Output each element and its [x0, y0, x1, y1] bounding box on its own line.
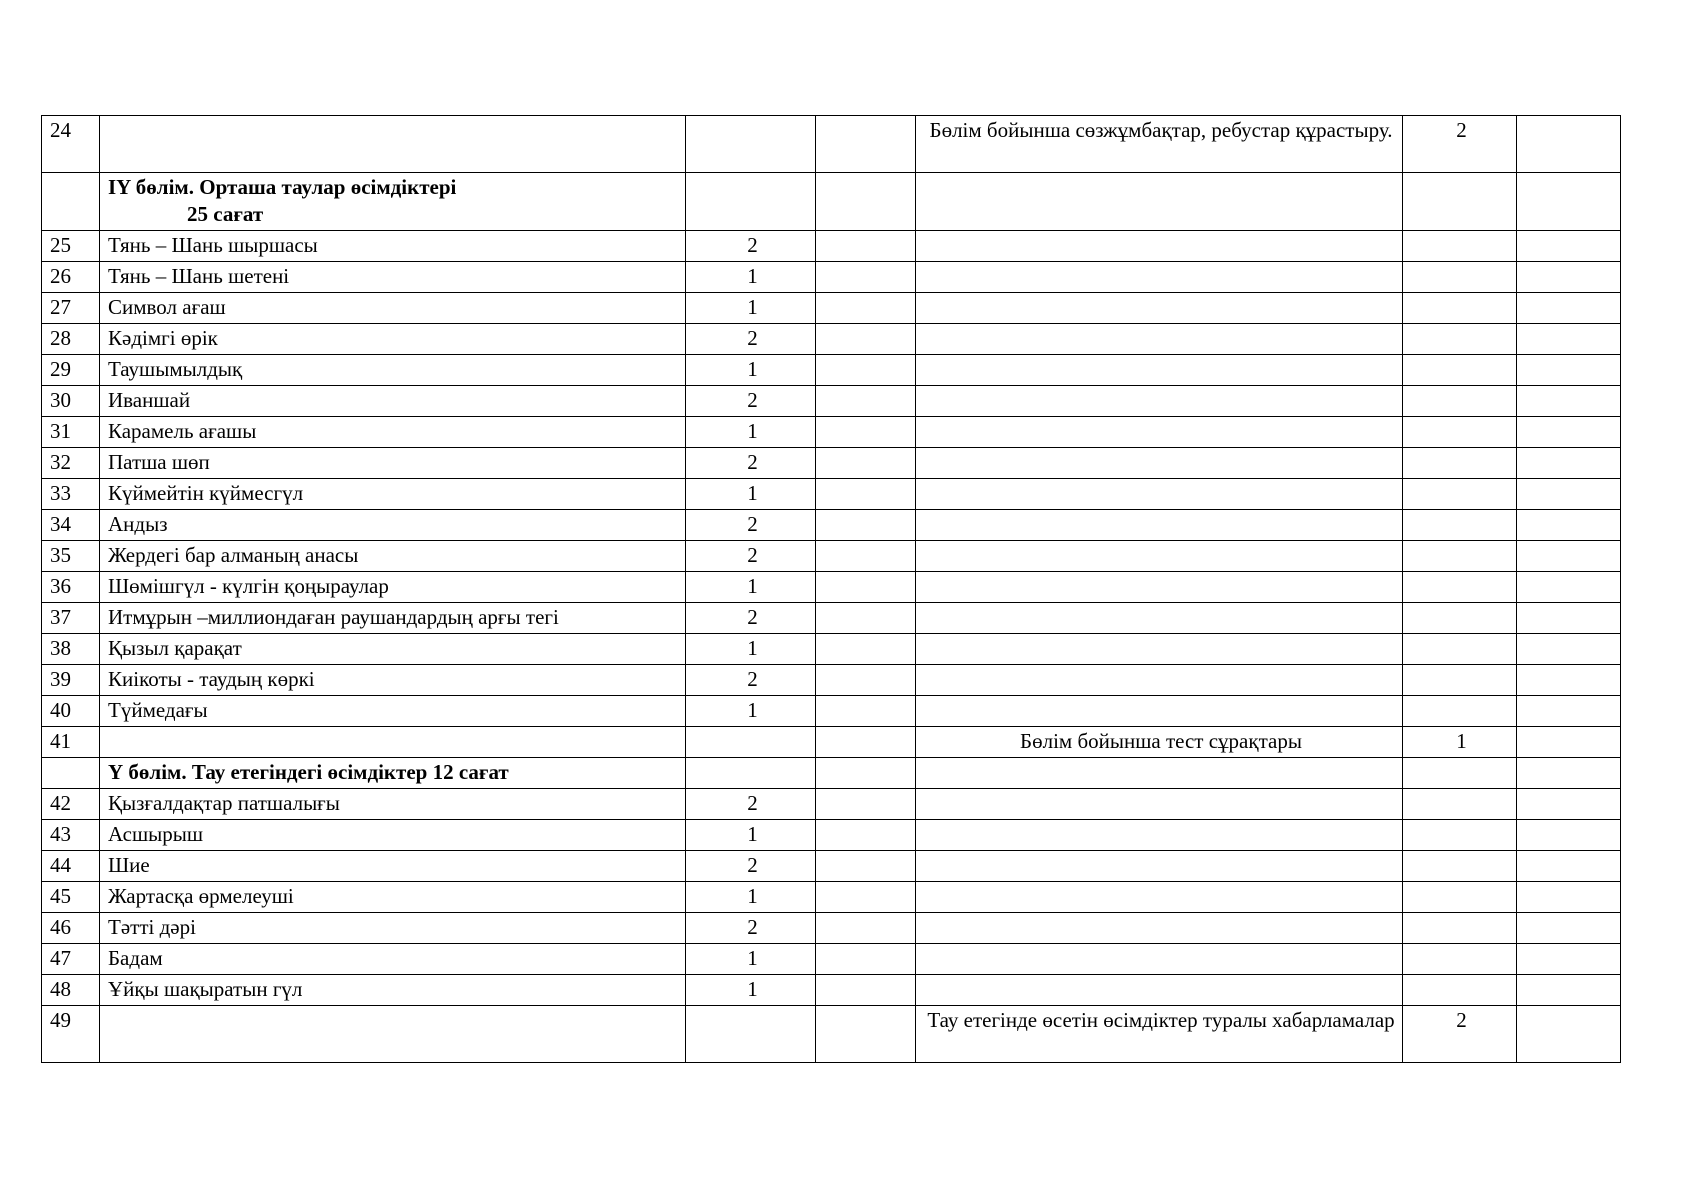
empty-cell: [1517, 386, 1621, 417]
activity-hours: [1403, 231, 1517, 262]
topic-title: Тянь – Шань шыршасы: [100, 231, 686, 262]
empty-cell: [1517, 448, 1621, 479]
activity-text: [916, 665, 1403, 696]
empty-cell: [1517, 820, 1621, 851]
topic-hours: [686, 727, 816, 758]
topic-hours: 1: [686, 479, 816, 510]
empty-cell: [1517, 231, 1621, 262]
activity-hours: [1403, 634, 1517, 665]
topic-title: Қызыл қарақат: [100, 634, 686, 665]
activity-hours: [1403, 417, 1517, 448]
topic-hours: 2: [686, 386, 816, 417]
empty-cell: [1517, 913, 1621, 944]
topic-hours: [686, 758, 816, 789]
row-number: 40: [42, 696, 100, 727]
activity-hours: [1403, 448, 1517, 479]
activity-text: [916, 820, 1403, 851]
table-row: [42, 944, 1621, 975]
row-number: 28: [42, 324, 100, 355]
table-row: [42, 324, 1621, 355]
activity-text: [916, 479, 1403, 510]
row-number: 42: [42, 789, 100, 820]
activity-text: [916, 417, 1403, 448]
row-number: [42, 758, 100, 789]
activity-text: [916, 758, 1403, 789]
table-row: [42, 665, 1621, 696]
activity-text: [916, 355, 1403, 386]
activity-hours: [1403, 913, 1517, 944]
row-number: 38: [42, 634, 100, 665]
empty-cell: [816, 944, 916, 975]
table-row: [42, 541, 1621, 572]
activity-hours: [1403, 386, 1517, 417]
table-row: [42, 293, 1621, 324]
activity-text: [916, 173, 1403, 231]
row-number: 39: [42, 665, 100, 696]
table-row: [42, 820, 1621, 851]
activity-hours: [1403, 789, 1517, 820]
topic-hours: 2: [686, 603, 816, 634]
row-number: 49: [42, 1006, 100, 1063]
topic-hours: [686, 1006, 816, 1063]
empty-cell: [816, 634, 916, 665]
activity-hours: [1403, 758, 1517, 789]
activity-text: [916, 882, 1403, 913]
topic-title: Бадам: [100, 944, 686, 975]
activity-hours: [1403, 541, 1517, 572]
row-number: 43: [42, 820, 100, 851]
row-number: 48: [42, 975, 100, 1006]
activity-text: [916, 386, 1403, 417]
empty-cell: [1517, 417, 1621, 448]
activity-hours: [1403, 262, 1517, 293]
empty-cell: [1517, 665, 1621, 696]
topic-hours: 1: [686, 634, 816, 665]
activity-text: [916, 851, 1403, 882]
activity-text: [916, 324, 1403, 355]
topic-title: Киікоты - таудың көркі: [100, 665, 686, 696]
row-number: 41: [42, 727, 100, 758]
empty-cell: [816, 913, 916, 944]
activity-hours: [1403, 355, 1517, 386]
activity-text: [916, 975, 1403, 1006]
topic-title: Тянь – Шань шетені: [100, 262, 686, 293]
table-row: [42, 231, 1621, 262]
activity-text: [916, 696, 1403, 727]
topic-title: Жердегі бар алманың анасы: [100, 541, 686, 572]
table-row: [42, 975, 1621, 1006]
topic-title: Иваншай: [100, 386, 686, 417]
row-number: 46: [42, 913, 100, 944]
empty-cell: [816, 417, 916, 448]
topic-title: Тәтті дәрі: [100, 913, 686, 944]
row-number: 32: [42, 448, 100, 479]
topic-hours: 1: [686, 417, 816, 448]
table-row: [42, 448, 1621, 479]
activity-text: Тау етегінде өсетін өсімдіктер туралы хабарламалар: [916, 1006, 1403, 1063]
empty-cell: [1517, 541, 1621, 572]
row-number: 35: [42, 541, 100, 572]
table-row: [42, 479, 1621, 510]
topic-title: [100, 1006, 686, 1063]
empty-cell: [816, 820, 916, 851]
empty-cell: [1517, 355, 1621, 386]
activity-text: Бөлім бойынша тест сұрақтары: [916, 727, 1403, 758]
empty-cell: [816, 758, 916, 789]
activity-text: [916, 262, 1403, 293]
empty-cell: [816, 541, 916, 572]
activity-hours: [1403, 882, 1517, 913]
section-heading: [100, 173, 686, 231]
row-number: 27: [42, 293, 100, 324]
row-number: 29: [42, 355, 100, 386]
empty-cell: [1517, 572, 1621, 603]
empty-cell: [816, 665, 916, 696]
table-row: [42, 262, 1621, 293]
section-heading: [100, 758, 686, 789]
row-number: 30: [42, 386, 100, 417]
topic-hours: 2: [686, 324, 816, 355]
section-header-row: [42, 173, 1621, 231]
row-number: 47: [42, 944, 100, 975]
table-row: [42, 913, 1621, 944]
activity-hours: [1403, 603, 1517, 634]
row-number: 44: [42, 851, 100, 882]
table-row: [42, 851, 1621, 882]
empty-cell: [816, 386, 916, 417]
activity-text: [916, 293, 1403, 324]
empty-cell: [1517, 944, 1621, 975]
table-row: [42, 603, 1621, 634]
activity-hours: [1403, 851, 1517, 882]
topic-hours: 2: [686, 665, 816, 696]
topic-hours: [686, 116, 816, 173]
activity-text: [916, 541, 1403, 572]
table-row: [42, 510, 1621, 541]
activity-hours: 2: [1403, 1006, 1517, 1063]
section-hours: 25 сағат: [187, 202, 264, 226]
empty-cell: [1517, 634, 1621, 665]
empty-cell: [816, 293, 916, 324]
row-number: 36: [42, 572, 100, 603]
topic-title: Символ ағаш: [100, 293, 686, 324]
topic-title: Таушымылдық: [100, 355, 686, 386]
topic-hours: [686, 173, 816, 231]
activity-text: [916, 572, 1403, 603]
topic-hours: 1: [686, 820, 816, 851]
topic-hours: 2: [686, 541, 816, 572]
activity-text: [916, 913, 1403, 944]
topic-hours: 2: [686, 231, 816, 262]
topic-hours: 1: [686, 944, 816, 975]
activity-hours: [1403, 293, 1517, 324]
topic-title: Қызғалдақтар патшалығы: [100, 789, 686, 820]
topic-hours: 1: [686, 355, 816, 386]
activity-hours: [1403, 975, 1517, 1006]
row-number: 24: [42, 116, 100, 173]
topic-title: Ұйқы шақыратын гүл: [100, 975, 686, 1006]
empty-cell: [1517, 324, 1621, 355]
row-number: 37: [42, 603, 100, 634]
table-row: [42, 789, 1621, 820]
table-row: [42, 727, 1621, 758]
topic-hours: 2: [686, 510, 816, 541]
topic-title: Кәдімгі өрік: [100, 324, 686, 355]
activity-hours: [1403, 696, 1517, 727]
empty-cell: [816, 355, 916, 386]
empty-cell: [816, 603, 916, 634]
empty-cell: [816, 448, 916, 479]
table-row: [42, 634, 1621, 665]
activity-text: [916, 603, 1403, 634]
table-row: [42, 882, 1621, 913]
empty-cell: [816, 727, 916, 758]
activity-hours: 1: [1403, 727, 1517, 758]
section-title: Ү бөлім. Тау етегіндегі өсімдіктер 12 сағат: [108, 760, 509, 784]
topic-title: Жартасқа өрмелеуші: [100, 882, 686, 913]
empty-cell: [1517, 758, 1621, 789]
row-number: 33: [42, 479, 100, 510]
table-row: [42, 1006, 1621, 1063]
topic-title: Күймейтін күймесгүл: [100, 479, 686, 510]
topic-title: [100, 727, 686, 758]
empty-cell: [1517, 116, 1621, 173]
activity-text: [916, 448, 1403, 479]
topic-title: Шөмішгүл - күлгін қоңыраулар: [100, 572, 686, 603]
empty-cell: [1517, 789, 1621, 820]
activity-hours: [1403, 479, 1517, 510]
activity-hours: [1403, 173, 1517, 231]
empty-cell: [816, 173, 916, 231]
empty-cell: [1517, 1006, 1621, 1063]
table-row: [42, 696, 1621, 727]
topic-title: Итмұрын –миллиондаған раушандардың арғы тегі: [100, 603, 686, 634]
activity-text: [916, 789, 1403, 820]
activity-text: [916, 231, 1403, 262]
empty-cell: [816, 882, 916, 913]
empty-cell: [816, 696, 916, 727]
activity-text: Бөлім бойынша сөзжұмбақтар, ребустар құрастыру.: [916, 116, 1403, 173]
table-row: [42, 572, 1621, 603]
activity-hours: [1403, 944, 1517, 975]
topic-hours: 2: [686, 789, 816, 820]
empty-cell: [816, 975, 916, 1006]
empty-cell: [1517, 696, 1621, 727]
activity-hours: [1403, 324, 1517, 355]
topic-title: Шие: [100, 851, 686, 882]
row-number: 45: [42, 882, 100, 913]
table-row: [42, 355, 1621, 386]
activity-hours: 2: [1403, 116, 1517, 173]
empty-cell: [816, 116, 916, 173]
topic-title: Андыз: [100, 510, 686, 541]
empty-cell: [816, 851, 916, 882]
topic-hours: 2: [686, 448, 816, 479]
empty-cell: [1517, 975, 1621, 1006]
empty-cell: [1517, 479, 1621, 510]
empty-cell: [1517, 173, 1621, 231]
empty-cell: [816, 262, 916, 293]
empty-cell: [816, 789, 916, 820]
topic-hours: 1: [686, 696, 816, 727]
topic-hours: 1: [686, 975, 816, 1006]
topic-hours: 1: [686, 572, 816, 603]
empty-cell: [1517, 293, 1621, 324]
activity-text: [916, 634, 1403, 665]
row-number: 26: [42, 262, 100, 293]
activity-text: [916, 944, 1403, 975]
section-header-row: [42, 758, 1621, 789]
row-number: [42, 173, 100, 231]
row-number: 34: [42, 510, 100, 541]
topic-hours: 2: [686, 913, 816, 944]
empty-cell: [1517, 603, 1621, 634]
empty-cell: [1517, 262, 1621, 293]
topic-hours: 2: [686, 851, 816, 882]
empty-cell: [816, 510, 916, 541]
row-number: 25: [42, 231, 100, 262]
empty-cell: [816, 572, 916, 603]
empty-cell: [1517, 727, 1621, 758]
activity-hours: [1403, 572, 1517, 603]
empty-cell: [816, 1006, 916, 1063]
empty-cell: [816, 231, 916, 262]
empty-cell: [816, 479, 916, 510]
topic-title: Асшырыш: [100, 820, 686, 851]
table-row: [42, 116, 1621, 173]
topic-hours: 1: [686, 262, 816, 293]
activity-hours: [1403, 820, 1517, 851]
table-row: [42, 386, 1621, 417]
topic-hours: 1: [686, 882, 816, 913]
empty-cell: [816, 324, 916, 355]
topic-hours: 1: [686, 293, 816, 324]
empty-cell: [1517, 882, 1621, 913]
activity-hours: [1403, 510, 1517, 541]
topic-title: Патша шөп: [100, 448, 686, 479]
topic-title: [100, 116, 686, 173]
curriculum-table: [41, 115, 1621, 1063]
topic-title: Түймедағы: [100, 696, 686, 727]
activity-text: [916, 510, 1403, 541]
topic-title: Карамель ағашы: [100, 417, 686, 448]
table-row: [42, 417, 1621, 448]
section-title: IY бөлім. Орташа таулар өсімдіктері: [108, 175, 457, 199]
empty-cell: [1517, 851, 1621, 882]
activity-hours: [1403, 665, 1517, 696]
row-number: 31: [42, 417, 100, 448]
empty-cell: [1517, 510, 1621, 541]
